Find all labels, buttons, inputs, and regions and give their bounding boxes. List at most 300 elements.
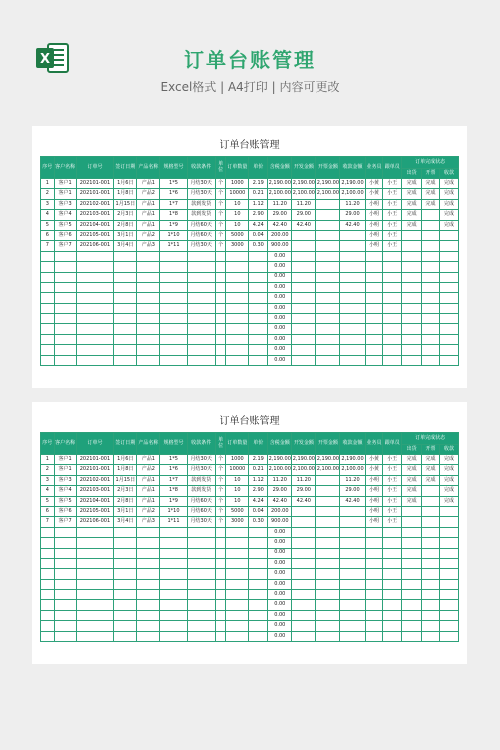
table-cell: 完成 bbox=[402, 465, 422, 475]
table-cell: 完成 bbox=[402, 455, 422, 465]
table-cell bbox=[226, 590, 249, 600]
table-cell bbox=[439, 324, 458, 334]
table-cell bbox=[422, 355, 440, 365]
table-cell bbox=[422, 303, 440, 313]
table-cell bbox=[215, 558, 225, 568]
table-cell bbox=[439, 282, 458, 292]
table-cell bbox=[402, 621, 422, 631]
table-cell bbox=[402, 293, 422, 303]
table-cell bbox=[160, 293, 187, 303]
table-cell bbox=[226, 600, 249, 610]
table-cell bbox=[160, 579, 187, 589]
table-cell: 2 bbox=[41, 465, 55, 475]
table-cell bbox=[422, 610, 440, 620]
table-cell bbox=[402, 538, 422, 548]
table-cell: 完成 bbox=[402, 179, 422, 189]
table-cell bbox=[76, 293, 114, 303]
table-cell: 900.00 bbox=[268, 517, 292, 527]
table-cell bbox=[137, 355, 160, 365]
table-cell: 小明 bbox=[365, 475, 383, 485]
table-cell: 客户4 bbox=[54, 210, 76, 220]
table-cell bbox=[402, 517, 422, 527]
table-cell bbox=[383, 314, 402, 324]
table-cell bbox=[137, 345, 160, 355]
table-cell bbox=[137, 590, 160, 600]
table-cell bbox=[365, 590, 383, 600]
table-cell bbox=[215, 314, 225, 324]
table-cell: 小王 bbox=[383, 496, 402, 506]
table-cell bbox=[316, 569, 340, 579]
table-cell: 产品1 bbox=[137, 496, 160, 506]
table-cell bbox=[54, 272, 76, 282]
table-cell bbox=[292, 251, 316, 261]
table-cell: 产品1 bbox=[137, 455, 160, 465]
table-cell bbox=[137, 272, 160, 282]
table-cell bbox=[137, 548, 160, 558]
table-cell: 3月1日 bbox=[114, 506, 137, 516]
order-ledger-table bbox=[40, 156, 459, 366]
table-cell: 0.00 bbox=[268, 272, 292, 282]
table-cell bbox=[249, 600, 268, 610]
table-cell bbox=[249, 345, 268, 355]
table-cell bbox=[422, 548, 440, 558]
table-cell bbox=[383, 272, 402, 282]
table-cell bbox=[249, 293, 268, 303]
table-cell: 202102-001 bbox=[76, 199, 114, 209]
table-cell bbox=[54, 558, 76, 568]
order-ledger-table bbox=[40, 432, 459, 642]
table-cell bbox=[292, 324, 316, 334]
table-cell: 1月8日 bbox=[114, 189, 137, 199]
table-cell: 3000 bbox=[226, 241, 249, 251]
table-cell bbox=[439, 548, 458, 558]
column-header: 产品名称 bbox=[137, 157, 160, 179]
table-row bbox=[41, 496, 459, 506]
table-cell bbox=[249, 558, 268, 568]
table-cell bbox=[187, 621, 215, 631]
table-cell: 1*10 bbox=[160, 230, 187, 240]
table-cell bbox=[54, 334, 76, 344]
table-cell: 1 bbox=[41, 455, 55, 465]
table-cell bbox=[215, 621, 225, 631]
table-cell: 0.30 bbox=[249, 517, 268, 527]
table-cell bbox=[114, 610, 137, 620]
table-cell: 1*11 bbox=[160, 241, 187, 251]
table-cell bbox=[316, 496, 340, 506]
table-cell bbox=[215, 334, 225, 344]
table-cell bbox=[160, 303, 187, 313]
table-cell bbox=[137, 282, 160, 292]
table-cell: 1*11 bbox=[160, 517, 187, 527]
empty-row bbox=[41, 610, 459, 620]
table-cell bbox=[422, 220, 440, 230]
table-cell bbox=[160, 538, 187, 548]
table-cell: 10000 bbox=[226, 189, 249, 199]
table-cell: 个 bbox=[215, 230, 225, 240]
column-header: 规格型号 bbox=[160, 433, 187, 455]
table-cell bbox=[114, 600, 137, 610]
table-cell bbox=[187, 631, 215, 641]
column-header: 客户名称 bbox=[54, 157, 76, 179]
table-cell bbox=[316, 538, 340, 548]
table-cell: 2.19 bbox=[249, 455, 268, 465]
table-cell bbox=[365, 569, 383, 579]
table-cell: 0.04 bbox=[249, 506, 268, 516]
table-cell: 款到发货 bbox=[187, 475, 215, 485]
table-cell bbox=[340, 590, 365, 600]
table-cell bbox=[76, 579, 114, 589]
table-cell bbox=[316, 303, 340, 313]
table-cell bbox=[340, 251, 365, 261]
table-cell: 1*9 bbox=[160, 220, 187, 230]
table-cell: 小王 bbox=[383, 475, 402, 485]
table-cell bbox=[365, 527, 383, 537]
table-cell: 11.20 bbox=[340, 199, 365, 209]
table-cell bbox=[160, 345, 187, 355]
table-cell bbox=[114, 558, 137, 568]
table-cell bbox=[137, 303, 160, 313]
table-cell bbox=[226, 324, 249, 334]
table-cell bbox=[76, 314, 114, 324]
table-cell bbox=[439, 621, 458, 631]
table-cell bbox=[114, 548, 137, 558]
table-cell bbox=[41, 558, 55, 568]
table-cell bbox=[340, 324, 365, 334]
table-cell bbox=[54, 527, 76, 537]
column-header: 含税金额 bbox=[268, 433, 292, 455]
table-cell bbox=[114, 334, 137, 344]
table-cell: 1000 bbox=[226, 455, 249, 465]
table-cell: 2,190.00 bbox=[292, 179, 316, 189]
table-cell bbox=[54, 548, 76, 558]
table-cell: 202105-001 bbox=[76, 506, 114, 516]
table-cell bbox=[316, 355, 340, 365]
table-cell: 4.24 bbox=[249, 496, 268, 506]
table-cell bbox=[316, 600, 340, 610]
table-cell: 3 bbox=[41, 475, 55, 485]
empty-row bbox=[41, 303, 459, 313]
table-cell bbox=[160, 590, 187, 600]
status-group-header: 订单完成状态 bbox=[402, 157, 459, 169]
table-cell: 42.40 bbox=[268, 220, 292, 230]
table-cell bbox=[439, 579, 458, 589]
table-cell: 完成 bbox=[422, 465, 440, 475]
table-cell bbox=[422, 210, 440, 220]
table-cell bbox=[402, 324, 422, 334]
table-cell: 客户7 bbox=[54, 241, 76, 251]
table-cell: 202102-001 bbox=[76, 475, 114, 485]
table-cell: 小王 bbox=[383, 220, 402, 230]
table-cell bbox=[383, 262, 402, 272]
table-cell bbox=[54, 590, 76, 600]
table-cell: 0.00 bbox=[268, 282, 292, 292]
table-cell bbox=[41, 251, 55, 261]
table-cell bbox=[226, 293, 249, 303]
table-cell bbox=[226, 355, 249, 365]
table-cell: 完成 bbox=[422, 189, 440, 199]
table-cell: 2,190.00 bbox=[316, 179, 340, 189]
table-cell bbox=[439, 610, 458, 620]
table-cell: 3月1日 bbox=[114, 230, 137, 240]
empty-row bbox=[41, 600, 459, 610]
table-cell bbox=[137, 527, 160, 537]
table-cell: 2.90 bbox=[249, 210, 268, 220]
table-cell bbox=[439, 314, 458, 324]
table-cell bbox=[316, 579, 340, 589]
table-cell bbox=[187, 262, 215, 272]
table-cell bbox=[316, 345, 340, 355]
table-cell: 2,100.00 bbox=[340, 465, 365, 475]
table-cell: 0.00 bbox=[268, 262, 292, 272]
table-cell bbox=[54, 303, 76, 313]
table-cell: 0.04 bbox=[249, 230, 268, 240]
table-cell bbox=[187, 293, 215, 303]
table-cell bbox=[340, 334, 365, 344]
table-cell: 完成 bbox=[402, 199, 422, 209]
table-cell bbox=[187, 345, 215, 355]
table-cell bbox=[226, 314, 249, 324]
table-cell bbox=[422, 621, 440, 631]
table-cell: 0.00 bbox=[268, 569, 292, 579]
table-cell bbox=[249, 610, 268, 620]
column-header: 单位 bbox=[215, 157, 225, 179]
table-cell bbox=[249, 282, 268, 292]
table-cell bbox=[160, 600, 187, 610]
table-cell bbox=[383, 610, 402, 620]
table-cell bbox=[114, 527, 137, 537]
table-cell: 200.00 bbox=[268, 506, 292, 516]
table-cell: 0.00 bbox=[268, 345, 292, 355]
table-cell: 月结30天 bbox=[187, 189, 215, 199]
table-cell bbox=[439, 303, 458, 313]
table-cell bbox=[365, 293, 383, 303]
table-cell bbox=[215, 610, 225, 620]
column-header: 单价 bbox=[249, 433, 268, 455]
table-cell bbox=[249, 548, 268, 558]
table-cell bbox=[114, 303, 137, 313]
table-cell: 3月4日 bbox=[114, 241, 137, 251]
table-cell: 个 bbox=[215, 455, 225, 465]
table-cell: 小黄 bbox=[365, 179, 383, 189]
table-cell bbox=[422, 282, 440, 292]
table-cell bbox=[215, 282, 225, 292]
column-header: 单价 bbox=[249, 157, 268, 179]
table-cell bbox=[422, 486, 440, 496]
table-cell bbox=[365, 621, 383, 631]
status-column-header: 出货 bbox=[402, 169, 422, 179]
table-cell bbox=[402, 262, 422, 272]
table-cell bbox=[422, 579, 440, 589]
table-cell bbox=[340, 569, 365, 579]
table-cell bbox=[292, 517, 316, 527]
table-cell bbox=[54, 293, 76, 303]
table-cell bbox=[137, 538, 160, 548]
table-cell: 202101-001 bbox=[76, 455, 114, 465]
table-cell bbox=[383, 324, 402, 334]
table-cell bbox=[422, 314, 440, 324]
column-header: 收款金额 bbox=[340, 433, 365, 455]
table-cell bbox=[41, 579, 55, 589]
table-cell bbox=[54, 569, 76, 579]
table-cell bbox=[249, 569, 268, 579]
table-cell: 42.40 bbox=[268, 496, 292, 506]
table-cell: 42.40 bbox=[292, 496, 316, 506]
table-cell: 客户6 bbox=[54, 506, 76, 516]
table-cell bbox=[402, 251, 422, 261]
table-cell: 0.00 bbox=[268, 610, 292, 620]
table-cell: 5 bbox=[41, 496, 55, 506]
table-cell: 2月8日 bbox=[114, 220, 137, 230]
table-cell: 5000 bbox=[226, 506, 249, 516]
table-cell bbox=[114, 272, 137, 282]
table-cell: 小明 bbox=[365, 199, 383, 209]
table-cell bbox=[402, 548, 422, 558]
table-cell: 2,100.00 bbox=[292, 465, 316, 475]
table-cell bbox=[422, 241, 440, 251]
table-cell: 产品2 bbox=[137, 230, 160, 240]
table-cell bbox=[41, 527, 55, 537]
table-cell bbox=[76, 590, 114, 600]
table-cell: 5 bbox=[41, 220, 55, 230]
table-row bbox=[41, 220, 459, 230]
table-cell bbox=[226, 621, 249, 631]
table-cell: 客户1 bbox=[54, 189, 76, 199]
table-cell: 11.20 bbox=[292, 199, 316, 209]
table-cell bbox=[76, 527, 114, 537]
table-cell bbox=[226, 610, 249, 620]
table-cell bbox=[365, 548, 383, 558]
table-cell: 产品1 bbox=[137, 199, 160, 209]
table-row bbox=[41, 517, 459, 527]
column-header: 签订日期 bbox=[114, 433, 137, 455]
table-cell: 产品3 bbox=[137, 517, 160, 527]
table-cell bbox=[383, 621, 402, 631]
table-cell bbox=[340, 282, 365, 292]
table-cell bbox=[439, 345, 458, 355]
table-cell bbox=[41, 303, 55, 313]
table-cell: 1*6 bbox=[160, 189, 187, 199]
column-header: 收款条件 bbox=[187, 433, 215, 455]
status-column-header: 出货 bbox=[402, 445, 422, 455]
table-cell: 1*8 bbox=[160, 486, 187, 496]
table-cell: 0.00 bbox=[268, 590, 292, 600]
table-cell: 小明 bbox=[365, 230, 383, 240]
table-cell bbox=[383, 558, 402, 568]
table-cell: 2,100.00 bbox=[292, 189, 316, 199]
table-cell: 小明 bbox=[365, 241, 383, 251]
table-cell bbox=[41, 345, 55, 355]
table-cell bbox=[365, 355, 383, 365]
table-cell bbox=[439, 600, 458, 610]
table-cell bbox=[316, 610, 340, 620]
table-cell: 29.00 bbox=[268, 486, 292, 496]
sheet-title: 订单台账管理 bbox=[219, 140, 280, 151]
table-cell bbox=[402, 314, 422, 324]
table-row bbox=[41, 455, 459, 465]
table-cell bbox=[383, 569, 402, 579]
table-cell: 产品1 bbox=[137, 179, 160, 189]
table-cell bbox=[340, 293, 365, 303]
status-group-header: 订单完成状态 bbox=[402, 433, 459, 445]
table-cell: 月结60天 bbox=[187, 220, 215, 230]
table-cell: 小明 bbox=[365, 486, 383, 496]
table-cell bbox=[292, 314, 316, 324]
column-header: 业务员 bbox=[365, 433, 383, 455]
table-cell bbox=[402, 610, 422, 620]
table-cell: 完成 bbox=[439, 496, 458, 506]
table-cell bbox=[292, 230, 316, 240]
column-header: 开发金额 bbox=[292, 157, 316, 179]
table-cell: 产品1 bbox=[137, 210, 160, 220]
table-cell bbox=[340, 272, 365, 282]
table-cell bbox=[114, 579, 137, 589]
table-row bbox=[41, 241, 459, 251]
table-cell bbox=[292, 355, 316, 365]
table-cell: 小明 bbox=[365, 210, 383, 220]
table-cell bbox=[249, 324, 268, 334]
table-cell bbox=[187, 314, 215, 324]
table-cell: 202101-001 bbox=[76, 189, 114, 199]
table-cell bbox=[41, 569, 55, 579]
table-cell: 客户3 bbox=[54, 475, 76, 485]
status-column-header: 收款 bbox=[439, 445, 458, 455]
table-cell: 1月6日 bbox=[114, 455, 137, 465]
table-cell bbox=[215, 262, 225, 272]
status-column-header: 开票 bbox=[422, 445, 440, 455]
table-cell bbox=[160, 548, 187, 558]
column-header: 订单号 bbox=[76, 433, 114, 455]
sheet-preview-2 bbox=[32, 402, 467, 664]
table-cell: 客户1 bbox=[54, 179, 76, 189]
empty-row bbox=[41, 293, 459, 303]
table-cell bbox=[383, 282, 402, 292]
table-cell bbox=[54, 600, 76, 610]
table-cell bbox=[137, 251, 160, 261]
empty-row bbox=[41, 590, 459, 600]
table-cell bbox=[439, 569, 458, 579]
table-cell bbox=[215, 293, 225, 303]
table-cell bbox=[54, 579, 76, 589]
table-cell: 2,190.00 bbox=[316, 455, 340, 465]
table-cell bbox=[365, 334, 383, 344]
table-cell: 1月6日 bbox=[114, 179, 137, 189]
table-cell bbox=[365, 631, 383, 641]
table-cell bbox=[215, 600, 225, 610]
table-cell: 个 bbox=[215, 210, 225, 220]
table-cell: 产品2 bbox=[137, 506, 160, 516]
table-cell bbox=[402, 506, 422, 516]
table-cell: 2,100.00 bbox=[316, 465, 340, 475]
table-cell: 7 bbox=[41, 241, 55, 251]
table-cell bbox=[365, 538, 383, 548]
table-cell: 0.00 bbox=[268, 303, 292, 313]
table-cell bbox=[249, 590, 268, 600]
table-cell: 0.00 bbox=[268, 334, 292, 344]
table-cell bbox=[249, 538, 268, 548]
table-cell bbox=[249, 262, 268, 272]
table-cell bbox=[340, 621, 365, 631]
table-cell bbox=[226, 345, 249, 355]
table-cell: 2,100.00 bbox=[268, 189, 292, 199]
page-subtitle: Excel格式 | A4打印 | 内容可更改 bbox=[160, 80, 340, 94]
table-cell bbox=[365, 558, 383, 568]
empty-row bbox=[41, 345, 459, 355]
table-row bbox=[41, 210, 459, 220]
table-cell bbox=[137, 610, 160, 620]
column-header: 开发金额 bbox=[292, 433, 316, 455]
table-cell bbox=[76, 569, 114, 579]
table-cell bbox=[402, 527, 422, 537]
